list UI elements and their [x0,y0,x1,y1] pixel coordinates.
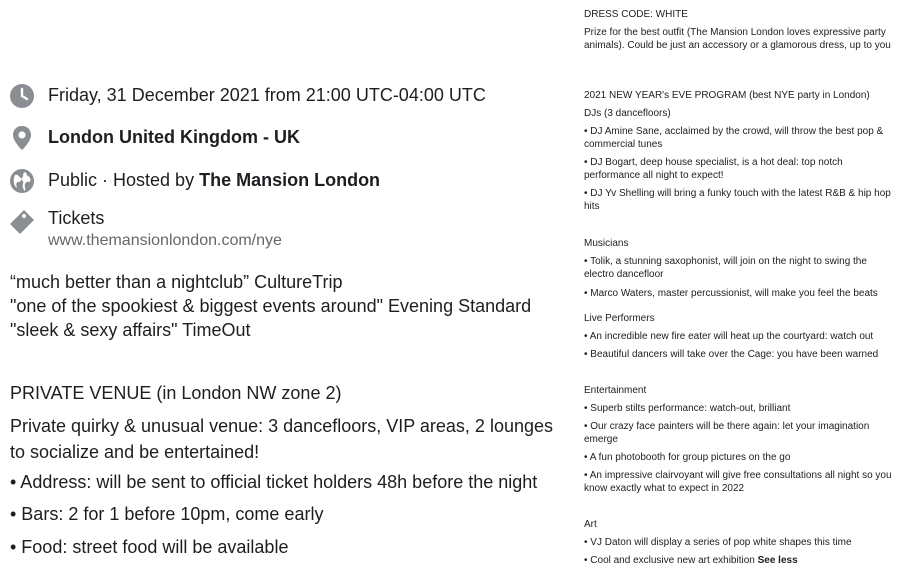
musicians-heading: Musicians [584,238,629,249]
djs-heading: DJs (3 dancefloors) [584,108,671,119]
entertainment-item: • Superb stilts performance: watch-out, brilliant [584,403,791,414]
press-quote: "sleek & sexy affairs" TimeOut [10,320,251,340]
tickets-label: Tickets [48,208,105,228]
live-performers-heading: Live Performers [584,313,655,324]
art-item-last [584,554,896,567]
entertainment-item: • A fun photobooth for group pictures on the go [584,452,791,463]
musician-item: • Tolik, a stunning saxophonist, will join on the night to swing the electro dancefloor [584,256,867,280]
venue-bullet: • Address: will be sent to official ticket holders 48h before the night [10,472,538,492]
venue-description: Private quirky & unusual venue: 3 dancefloors, VIP areas, 2 lounges to socialize and be entertained! [10,416,553,462]
venue-bullet: • Bars: 2 for 1 before 10pm, come early [10,504,324,524]
live-performer-item: • An incredible new fire eater will heat up the courtyard: watch out [584,331,874,342]
art-heading: Art [584,519,597,530]
entertainment-item: • An impressive clairvoyant will give free consultations all night so you know exactly what to expect in 2022 [584,470,892,494]
press-quote: "one of the spookiest & biggest events around" Evening Standard [10,296,532,316]
clock-icon [8,82,36,110]
tickets-url-link[interactable]: www.themansionlondon.com/nye [48,232,282,249]
press-quote: “much better than a nightclub” CultureTrip [10,272,343,292]
art-item-text: • Cool and exclusive new art exhibition [584,555,758,566]
dj-item: • DJ Bogart, deep house specialist, is a hot deal: top notch performance all night to expect! [584,157,843,181]
location-pin-icon [8,124,36,152]
dress-code-description: Prize for the best outfit (The Mansion London loves expressive party animals). Could be just an accessory or a glamorous dress, up to you [584,27,891,51]
entertainment-item: • Our crazy face painters will be there again: let your imagination emerge [584,421,870,445]
dress-code-heading: DRESS CODE: WHITE [584,9,688,20]
live-performer-item: • Beautiful dancers will take over the Cage: you have been warned [584,349,879,360]
privacy-host-text [48,170,380,191]
program-title: 2021 NEW YEAR's EVE PROGRAM (best NYE party in London) [584,90,870,101]
dj-item: • DJ Amine Sane, acclaimed by the crowd, will throw the best pop & commercial tunes [584,126,884,150]
ticket-icon [8,208,36,236]
venue-bullet: • Food: street food will be available [10,537,289,557]
musician-item: • Marco Waters, master percussionist, will make you feel the beats [584,288,878,299]
entertainment-heading: Entertainment [584,385,647,396]
privacy-prefix: Public · Hosted by [48,170,200,190]
art-item: • VJ Daton will display a series of pop white shapes this time [584,537,852,548]
program-panel [584,0,898,573]
globe-icon [8,167,36,195]
event-location[interactable]: London United Kingdom - UK [48,127,300,147]
dj-item: • DJ Yv Shelling will bring a funky touch with the latest R&B & hip hop hits [584,188,891,212]
host-link[interactable]: The Mansion London [199,170,381,190]
venue-heading: PRIVATE VENUE (in London NW zone 2) [10,383,342,403]
event-date: Friday, 31 December 2021 from 21:00 UTC-04:00 UTC [48,85,486,105]
see-less-link[interactable]: See less [757,555,798,566]
